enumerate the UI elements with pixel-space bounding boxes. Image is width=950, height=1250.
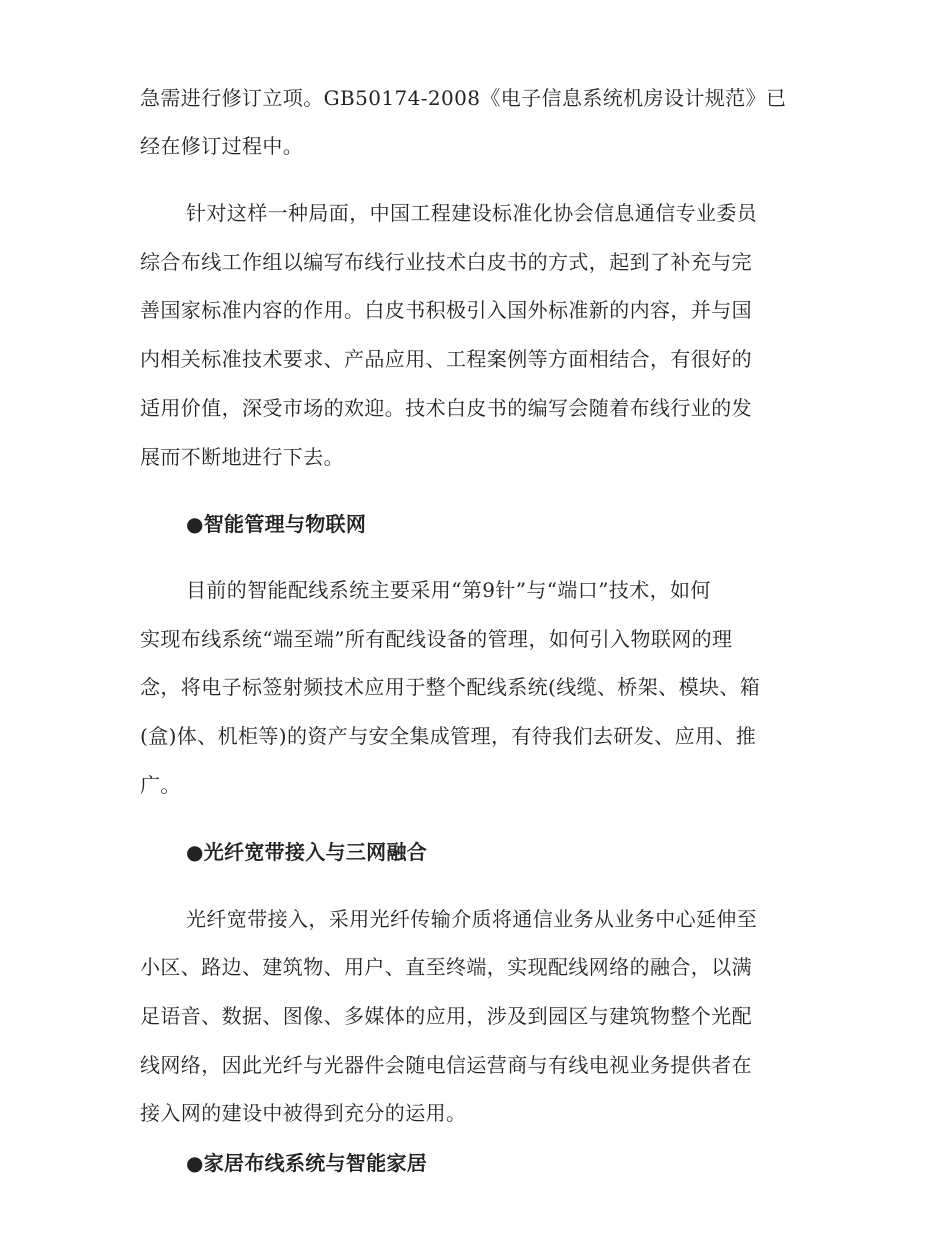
paragraph-2-line-2: 综合布线工作组以编写布线行业技术白皮书的方式，起到了补充与完 <box>140 250 752 274</box>
paragraph-4-line-2: 小区、路边、建筑物、用户、直至终端，实现配线网络的融合，以满 <box>140 955 752 979</box>
paragraph-2-line-3: 善国家标准内容的作用。白皮书积极引入国外标准新的内容，并与国 <box>140 298 752 322</box>
paragraph-4-line-5: 接入网的建设中被得到充分的运用。 <box>140 1101 467 1125</box>
paragraph-2-line-5: 适用价值，深受市场的欢迎。技术白皮书的编写会随着布线行业的发 <box>140 396 752 420</box>
section-heading-fiber-broadband: ●光纤宽带接入与三网融合 <box>186 840 428 864</box>
paragraph-4-line-4: 线网络，因此光纤与光器件会随电信运营商与有线电视业务提供者在 <box>140 1053 752 1077</box>
paragraph-2-line-4: 内相关标准技术要求、产品应用、工程案例等方面相结合，有很好的 <box>140 347 752 371</box>
paragraph-3-line-3: 念，将电子标签射频技术应用于整个配线系统(线缆、桥架、模块、箱 <box>140 675 761 699</box>
paragraph-3-line-2: 实现布线系统“端至端”所有配线设备的管理，如何引入物联网的理 <box>140 627 733 651</box>
section-heading-smart-management: ●智能管理与物联网 <box>186 512 367 536</box>
paragraph-2-line-6: 展而不断地进行下去。 <box>140 445 344 469</box>
paragraph-3-line-1: 目前的智能配线系统主要采用“第9针”与“端口”技术，如何 <box>186 578 711 602</box>
paragraph-1-line-1: 急需进行修订立项。GB50174-2008《电子信息系统机房设计规范》已 <box>140 86 787 110</box>
paragraph-4-line-1: 光纤宽带接入，采用光纤传输介质将通信业务从业务中心延伸至 <box>186 907 758 931</box>
paragraph-2-line-1: 针对这样一种局面，中国工程建设标准化协会信息通信专业委员 <box>186 201 758 225</box>
paragraph-3-line-5: 广。 <box>140 773 181 797</box>
paragraph-3-line-4: (盒)体、机柜等)的资产与安全集成管理，有待我们去研发、应用、推 <box>140 724 757 748</box>
paragraph-4-line-3: 足语音、数据、图像、多媒体的应用，涉及到园区与建筑物整个光配 <box>140 1004 752 1028</box>
section-heading-home-cabling: ●家居布线系统与智能家居 <box>186 1151 428 1175</box>
paragraph-1-line-2: 经在修订过程中。 <box>140 134 304 158</box>
